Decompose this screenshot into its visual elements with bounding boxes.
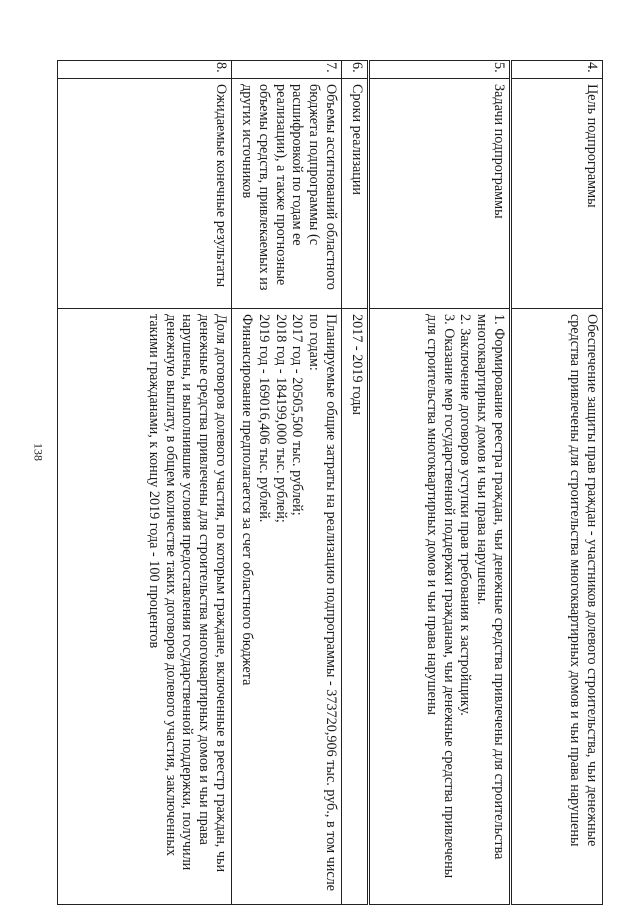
row-label: Сроки реализации [342,79,369,309]
row-number: 7. [232,61,342,79]
row-number: 6. [342,61,369,79]
row-label: Задачи подпрограммы [369,79,511,309]
content-line: Планируемые общие затраты на реализацию подпрограммы - 373720,906 тыс. руб., в том числе по годам: [306,314,339,892]
table-row [369,61,511,905]
row-number: 5. [369,61,511,79]
content-line: Обеспечение защиты прав граждан - участников долевого строительства, чьи денежные средства привлечены для строительства многоквартирных домов и чьи права нарушены [567,314,600,847]
content-line: 2019 год - 169016,406 тыс. рублей. [255,314,272,523]
row-content [232,309,342,905]
content-line: Финансирование предполагается за счет областного бюджета [239,314,256,686]
table-row [342,61,369,905]
row-label: Ожидаемые конечные результаты [58,79,232,309]
content-line: 2017 год - 20505,500 тыс. рублей; [289,314,306,516]
subprogram-passport-table [57,60,603,905]
content-line: 2018 год - 184199,000 тыс. рублей; [272,314,289,523]
table-row [58,61,232,905]
rotated-page-content [58,60,603,905]
row-content [342,309,369,905]
content-line: 3. Оказание мер государственной поддержки гражданам, чьи денежные средства привлечены для строительства многоквартирных домов и чьи права нарушены [423,314,457,879]
table-row [232,61,342,905]
row-content [58,309,232,905]
content-line: 2. Заключение договоров уступки прав требования к застройщику. [457,314,474,716]
row-content [511,309,603,905]
content-line: 1. Формирование реестра граждан, чьи денежные средства привлечены для строительства многоквартирных домов и чьи права нарушены. [474,314,507,860]
row-label: Цель подпрограммы [511,79,603,309]
row-number: 8. [58,61,232,79]
content-line: 2017 - 2019 годы [349,314,365,416]
row-number: 4. [511,61,603,79]
row-content [369,309,511,905]
content-line: Доля договоров долевого участия, по которым граждане, включенные в реестр граждан, чьи денежные средства привлечены для строительства многоквартирных домов и чьи права нарушены, и выполнившие условия предоставления государственной поддержки, получили денежную выплату, в общем количестве таких договоров долевого участия, заключенных такими гражданами, к концу 2019 года - 100 процентов [145,314,229,873]
row-label: Объемы ассигнований областного бюджета подпрограммы (с расшифровкой по годам ее реализации), а также прогнозные объемы средств, привлекаемых из других источников [232,79,342,309]
table-row [511,61,603,905]
page-number: 138 [31,443,46,461]
